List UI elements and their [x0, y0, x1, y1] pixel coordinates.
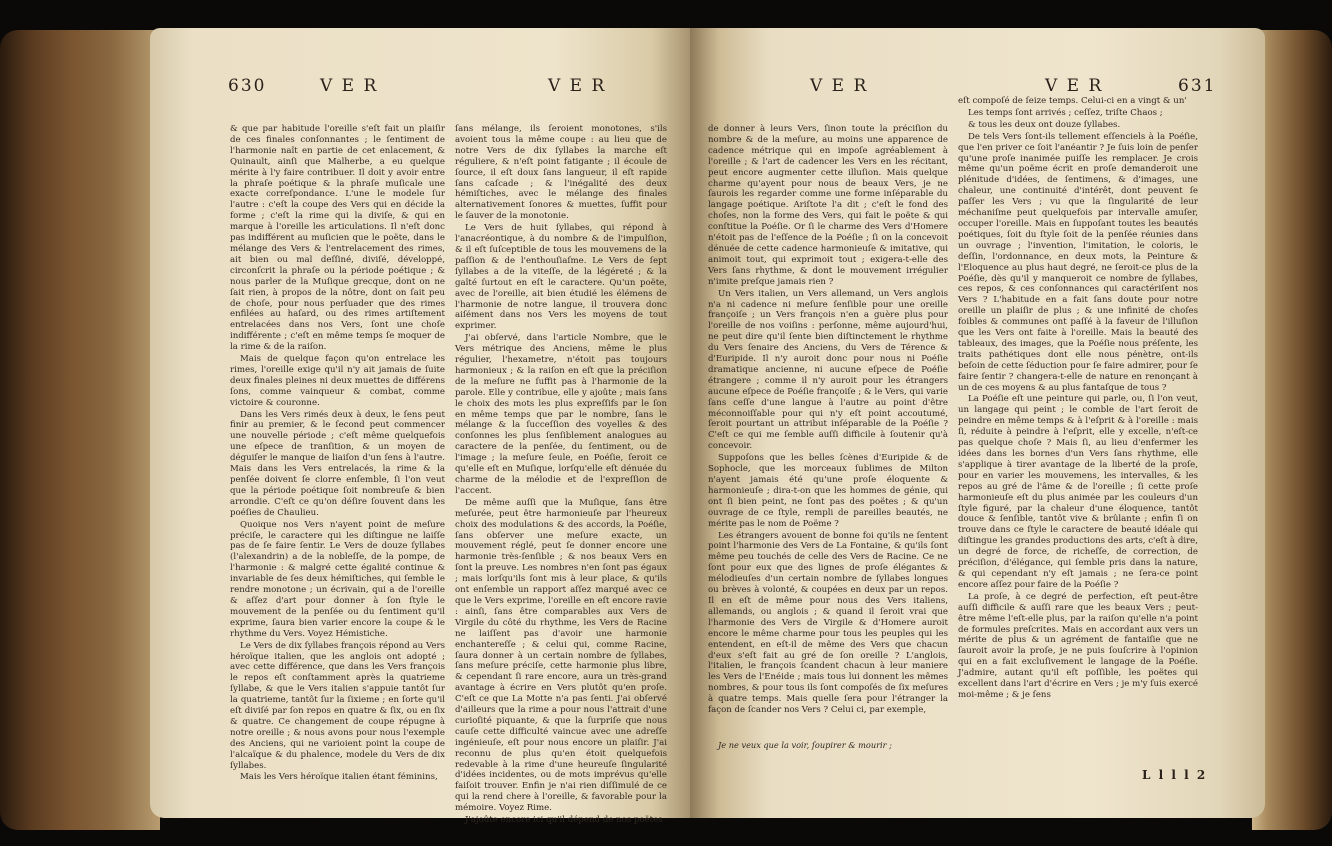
left-column-1	[230, 124, 445, 783]
running-head-right-1: V E R	[810, 76, 869, 96]
paragraph: eſt compoſé de ſeize temps. Celui-ci en a vingt & un'	[958, 96, 1187, 106]
paragraph: & que par habitude l'oreille s'eſt fait un plaiſir de ces finales conſonnantes ; le ſentiment de l'harmonie naît en partie de cet enlacement, & Quinault, ainſi que Malherbe, a eu quelque mérite à l'y faire contribuer. Il doit y avoir entre la phraſe poétique & la phraſe muſicale une exacte correſpondance. L'une le modele ſur l'autre : c'eſt la coupe des Vers qui en décide la forme ; c'eſt la rime qui la diviſe, & qui en marque à l'oreille les articulations. Il n'eſt donc pas indifférent au muſicien que le poëte, dans le mélange des Vers & l'entrelacement des rimes, ait bien ou mal deſſiné, diviſé, développé, circonſcrit la phraſe ou la période poétique ; & nous parler de la Muſique grecque, dont on ne ſait rien, à propos de la nôtre, dont on ſait peu de choſe, pour nous perſuader que des rimes enfilées au haſard, ou des rimes artiſtement entrelacées dans nos Vers, ſont une choſe indifférente ; c'eſt en même temps ſe moquer de la rime & de la raiſon.	[230, 124, 445, 353]
right-page	[690, 28, 1265, 818]
running-head-left-1: V E R	[320, 76, 379, 96]
paragraph: De tels Vers ſont-ils tellement eſſenciels à la Poéſie, que l'en priver ce ſoit l'anéantir ? Je ſuis loin de penſer qu'une proſe inanimée puiſſe les remplacer. Je crois même qu'un poëme écrit en proſe demanderoit une plénitude d'idées, de ſentimens, & d'images, une chaleur, une continuité d'intérêt, dont peuvent ſe paſſer les Vers ; vu que la ſingularité de leur méchaniſme peut quelquefois par intervalle amuſer, occuper l'oreille. Mais en ſuppoſant toutes les beautés poétiques, ſoit du ſtyle ſoit de la penſée réunies dans un ouvrage ; l'invention, l'imitation, le coloris, le deſſin, l'ordonnance, en deux mots, la Peinture & l'Eloquence au plus haut degré, ne ſeroit-ce plus de la Poéſie, dès qu'il y manqueroit ce nombre de ſyllabes, ces repos, & ces conſonnances qui caractériſent nos Vers ? L'habitude en a fait ſans doute pour notre oreille un plaiſir de plus ; & une infinité de choſes foibles & communes ont paſſé à la faveur de l'illuſion que les Vers ont faite à l'oreille. Mais la beauté des tableaux, des images, que la Poéſie nous préſente, les traits pathétiques dont elle nous pénètre, ont-ils beſoin de cette ſéduction pour ſe faire admirer, pour ſe faire ſentir ? changera-t-elle de nature en renonçant à un de ces moyens & au plus fantaſque de tous ?	[958, 131, 1198, 393]
paragraph: De même auſſi que la Muſique, ſans être meſurée, peut être harmonieuſe par l'heureux choix des modulations & des accords, la Poéſie, ſans obſerver une meſure exacte, un mouvement réglé, peut ſe donner encore une harmonie très-ſenſible ; & nos beaux Vers en ſont la preuve. Les nombres n'en ſont pas égaux ; mais lorſqu'ils ſont mis à leur place, & qu'ils ont enſemble un rapport aſſez marqué avec ce que le Vers exprime, l'oreille en eſt encore ravie : ainſi, ſans être comparables aux Vers de Virgile du côté du rhythme, les Vers de Racine ne laiſſent pas d'avoir une harmonie enchantereſſe ; & celui qui, comme Racine, ſaura donner à un certain nombre de ſyllabes, ſans meſure préciſe, cette harmonie plus libre, & cependant ſi rare encore, aura un très-grand avantage à écrire en Vers plutôt qu'en proſe. C'eſt ce que La Motte n'a pas ſenti. J'ai obſervé d'ailleurs que la rime a pour nous l'attrait d'une curioſité piquante, & que la ſurpriſe que nous cauſe cette difficulté vaincue avec une adreſſe ingénieuſe, eſt pour nous encore un plaiſir. J'ai reconnu de plus qu'en étoit quelquefois redevable à la rime d'une heureuſe ſingularité d'idées incidentes, ou de mots imprévus qu'elle faiſoit trouver. Enfin je n'ai rien diſſimulé de ce qui la rend chere à l'oreille, & favorable pour la mémoire. Voyez Rime.	[455, 497, 667, 814]
running-head-left-2: V E R	[548, 76, 607, 96]
paragraph: Mais les Vers héroïque italien étant féminins,	[240, 772, 438, 783]
left-page-edges	[0, 30, 160, 830]
page-number-right: 631	[1178, 76, 1217, 96]
page-number-left: 630	[228, 76, 267, 96]
running-head-right-2: V E R	[1045, 76, 1104, 96]
paragraph: Les étrangers avouent de bonne foi qu'ils ne ſentent point l'harmonie des Vers de La Fontaine, & qu'ils ſont même peu touchés de celle des Vers de Racine. Ce ne ſont pour eux que des lignes de proſe élégantes & mélodieuſes d'un certain nombre de ſyllabes longues ou brèves à volonté, & coupées en deux par un repos. Il en eſt de même pour nous des Vers italiens, allemands, ou anglois ; & quand il ſeroit vrai que l'harmonie des Vers de Virgile & d'Homere auroit encore le même charme pour tous les peuples qui les entendent, en eſt-il de même des Vers que chacun d'eux s'eſt fait au gré de ſon oreille ? L'anglois, l'italien, le françois ſcandent chacun à leur maniere les Vers de l'Enéide ; mais tous lui donnent les mêmes nombres, & pour tous ils ſont compoſés de ſix meſures à quatre temps. Mais quelle ſera pour l'étranger la façon de ſcander nos Vers ? Celui ci, par exemple,	[708, 530, 948, 716]
paragraph: La proſe, à ce degré de perfection, eſt peut-être auſſi difficile & auſſi rare que les beaux Vers ; peut-être même l'eſt-elle plus, par la raiſon qu'elle n'a point de formules preſcrites. Mais en accordant aux vers un mérite de plus & un agrément de fantaiſie que ne ſauroit avoir la proſe, je ne puis ſouſcrire à l'opinion qui en a fait excluſivement le langage de la Poéſie. J'admire, autant qu'il eſt poſſible, les poëtes qui excellent dans l'art d'écrire en Vers ; je m'y ſuis exercé moi-même ; & je ſens	[958, 591, 1198, 700]
paragraph: Mais de quelque façon qu'on entrelace les rimes, l'oreille exige qu'il n'y ait jamais de ſuite deux finales pleines ni deux muettes de différens ſons, comme vainqueur & combat, comme victoire & couronne.	[230, 354, 445, 408]
paragraph: Quoique nos Vers n'ayent point de meſure préciſe, le caractere qui les diſtingue ne laiſſe pas de ſe faire ſentir. Le Vers de douze ſyllabes (l'alexandrin) a de la nobleſſe, de la pompe, de l'harmonie : & malgré cette égalité continue & invariable de ſes deux hémiſtiches, qui ſemble le rendre monotone ; un écrivain, qui a de l'oreille & aſſez d'art pour donner à ſon ſtyle le mouvement de la penſée ou du ſentiment qu'il exprime, ſaura bien varier encore la coupe & le rhythme du Vers. Voyez Hémistiche.	[230, 519, 445, 639]
paragraph: Dans les Vers rimés deux à deux, le ſens peut finir au premier, & le ſecond peut commencer une nouvelle période ; c'eſt même quelquefois une eſpece de tranſition, & un moyen de déguiſer le manque de liaiſon d'un ſens à l'autre. Mais dans les Vers entrelacés, la rime & la penſée doivent ſe clorre enſemble, ſi l'on veut que la période poétique ſoit nombreuſe & bien arrondie. C'eſt ce qu'on déſire ſouvent dans les poéſies de Chaulieu.	[230, 409, 445, 518]
paragraph: de donner à leurs Vers, ſinon toute la préciſion du nombre & de la meſure, au moins une apparence de cadence métrique qui en impoſe agréablement à l'oreille ; & l'art de cadencer les Vers en les récitant, peut encore augmenter cette illuſion. Mais quelque charme qu'ayent pour nous de beaux Vers, je ne ſaurois les regarder comme une forme inſéparable du langage poétique. Ariſtote l'a dit ; c'eſt le fond des choſes, non la forme des Vers, qui fait le poëte & qui conſtitue la Poéſie. Or ſi le charme des Vers d'Homere n'étoit pas de l'eſſence de la Poéſie ; ſi on la concevoit dénuée de cette cadence harmonieuſe & imitative, qui animoit tout, qui exprimoit tout ; exigera-t-elle des Vers ſans rhythme, & dont le mouvement irrégulier n'imite preſque jamais rien ?	[708, 124, 948, 287]
paragraph: Le Vers de dix ſyllabes françois répond au Vers héroïque italien, que les anglois ont adopté ; avec cette différence, que dans les Vers françois le repos eſt conſtamment après la quatrieme ſyllabe, & que le Vers italien s'appuie tantôt ſur la quatrieme, tantôt ſur la ſixieme ; en ſorte qu'il eſt diviſé par ſon repos en quatre & ſix, ou en ſix & quatre. Ce changement de coupe répugne à notre oreille ; & nous avons pour nous l'exemple des Anciens, qui ne varioient point la coupe de l'alcaïque & du phalence, modele du Vers de dix ſyllabes.	[230, 640, 445, 771]
paragraph: Le Vers de huit ſyllabes, qui répond à l'anacréontique, à du nombre & de l'impulſion, & il eſt ſuſceptible de tous les mouvemens de la paſſion & de l'enthouſiaſme. Le Vers de ſept ſyllabes a de la viteſſe, de la légéreté ; & la gaîté ſurtout en eſt le caractere. Qu'un poëte, avec de l'oreille, ait bien étudié les élémens de l'harmonie de notre langue, il trouvera donc aiſément dans nos Vers les moyens de tout exprimer.	[455, 223, 667, 332]
left-column-2	[455, 124, 667, 826]
paragraph: Un Vers italien, un Vers allemand, un Vers anglois n'a ni cadence ni meſure ſenſible pour une oreille françoiſe ; un Vers françois n'en a guère plus pour l'oreille de nos voiſins : perſonne, même aujourd'hui, ne peut dire qu'il ſente bien diſtinctement le rhythme du Vers ſenaire des Anciens, du Vers de Térence & d'Euripide. Il n'y auroit donc pour nous ni Poéſie dramatique ancienne, ni aucune eſpece de Poéſie étrangere ; comme il n'y auroit pour les étrangers aucune eſpece de Poéſie françoiſe ; & le Vers, qui varie ſans ceſſe d'une langue à l'autre au point d'être méconnoiſſable pour qui n'y eſt point accoutumé, ſeroit pourtant un attribut inſéparable de la Poéſie ? C'eſt ce qui me ſemble auſſi difficile à ſoutenir qu'à concevoir.	[708, 288, 948, 452]
paragraph: J'ajoûte encore ici qu'il dépend de nos poëtes	[465, 815, 663, 826]
paragraph: & tous les deux ont douze ſyllabes.	[968, 119, 1121, 130]
paragraph: Les temps ſont arrivés ; ceſſez, triſte Chaos ;	[968, 107, 1163, 118]
paragraph: J'ai obſervé, dans l'article Nombre, que le Vers métrique des Anciens, même le plus régulier, l'hexametre, n'étoit pas toujours harmonieux ; & la raiſon en eſt que la préciſion de la meſure ne ſuffit pas à l'harmonie de la parole. Elle y contribue, elle y ajoûte ; mais ſans le choix des mots les plus expreſſifs par le ſon en même temps que par le nombre, ſans le mélange & la ſucceſſion des voyelles & des conſonnes les plus ſenſiblement analogues au caractere de la penſée, du ſentiment, ou de l'image ; la meſure ſeule, en Poéſie, ſeroit ce qu'elle eſt en Muſique, lorſqu'elle eſt dénuée du charme de la mélodie et de l'expreſſion de l'accent.	[455, 333, 667, 496]
left-page	[150, 28, 690, 826]
paragraph: ſans mélange, ils ſeroient monotones, s'ils avoient tous la même coupe : au lieu que de notre Vers de dix ſyllabes la marche eſt réguliere, & n'eſt point fatigante ; il écoule de ſource, il eſt doux ſans langueur, il eſt rapide ſans caſcade ; & l'inégalité des deux hémiſtiches, avec le mélange des finales alternativement ſonores & muettes, ſuffit pour le ſauver de la monotonie.	[455, 124, 667, 222]
paragraph: Suppoſons que les belles ſcènes d'Euripide & de Sophocle, que les morceaux ſublimes de Milton n'ayent jamais été qu'une proſe éloquente & harmonieuſe ; dira-t-on que les hommes de génie, qui ont ſi bien peint, ne ſont pas des poëtes ; & qu'un ouvrage de ce ſtyle, rempli de pareilles beautés, ne mérite pas le nom de Poëme ?	[708, 453, 948, 529]
paragraph: La Poéſie eſt une peinture qui parle, ou, ſi l'on veut, un langage qui peint ; le comble de l'art ſeroit de peindre en même temps & à l'eſprit & à l'oreille : mais ſi, réduite à peindre à l'eſprit, elle y excelle, n'eſt-ce pas quelque choſe ? Mais ſi, au lieu d'enfermer les idées dans les bornes d'un Vers ſans rhythme, elle s'applique à tirer avantage de la liberté de la proſe, pour en varier les mouvemens, les intervalles, & les repos au gré de l'âme & de l'oreille ; ſi cette proſe harmonieuſe eſt du plus animée par les couleurs d'un ſtyle figuré, par la chaleur d'une éloquence, tantôt douce & ſenſible, tantôt vive & brûlante ; enfin ſi on trouve dans ce ſtyle le caractere de beauté idéale qui diſtingue les grandes productions des arts, c'eſt à dire, un degré de force, de richeſſe, de correction, de préciſion, d'élégance, qui ſemble pris dans la nature, & qui cependant n'y eſt jamais ; ne ſera-ce point encore aſſez pour faire de la Poéſie ?	[958, 394, 1198, 590]
right-column-2	[958, 96, 1198, 744]
verse-quote: Je ne veux que la voir, ſoupirer & mourir ;	[718, 740, 892, 750]
signature-mark: L l l l 2	[1142, 768, 1208, 782]
right-column-1	[708, 124, 948, 736]
